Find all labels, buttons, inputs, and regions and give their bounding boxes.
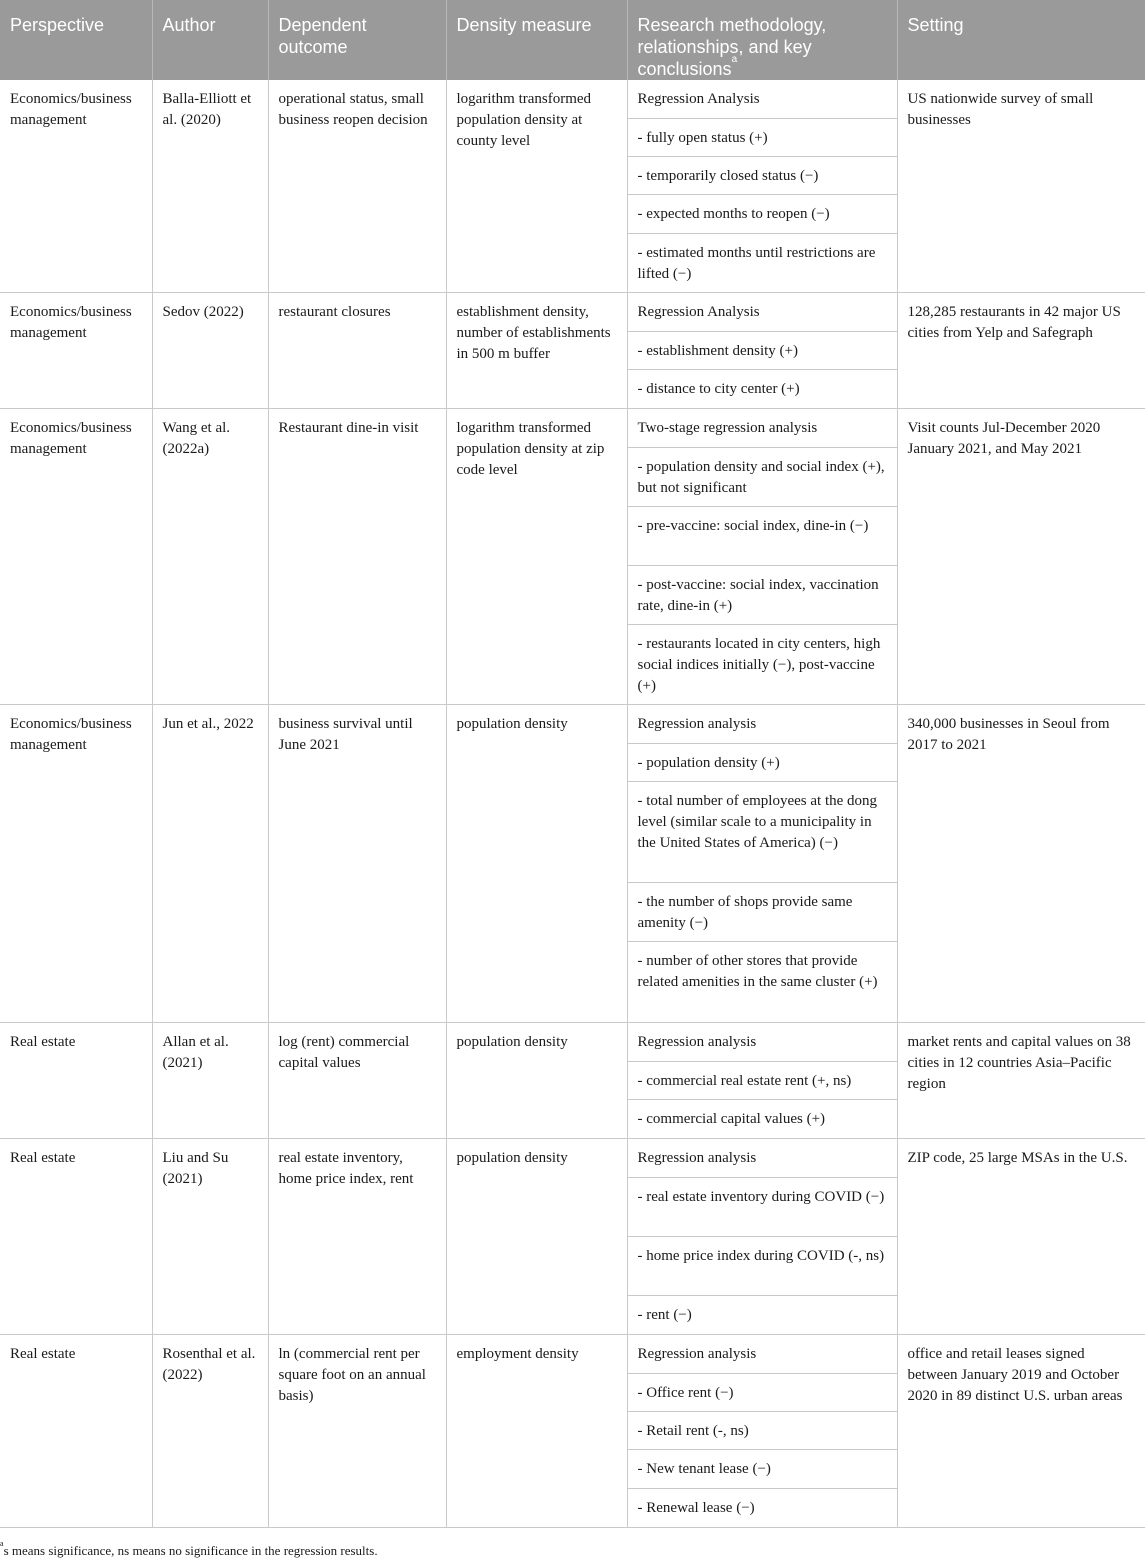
table-row <box>0 1139 1145 1335</box>
cell-author: Rosenthal et al. (2022) <box>152 1335 268 1528</box>
footnote-text: s means significance, ns means no significance in the regression results. <box>3 1543 378 1558</box>
cell-methods <box>627 1023 897 1139</box>
cell-methods <box>627 80 897 293</box>
header-methodology <box>627 0 897 80</box>
cell-density: population density <box>446 1023 627 1139</box>
method-item: Regression Analysis <box>628 80 897 119</box>
table-row <box>0 1335 1145 1528</box>
table-row <box>0 293 1145 409</box>
method-item: - establishment density (+) <box>628 332 897 370</box>
header-perspective: Perspective <box>0 0 152 80</box>
cell-outcome: log (rent) commercial capital values <box>268 1023 446 1139</box>
cell-perspective: Real estate <box>0 1335 152 1528</box>
header-setting: Setting <box>897 0 1145 80</box>
cell-setting: 128,285 restaurants in 42 major US cities from Yelp and Safegraph <box>897 293 1145 409</box>
cell-setting: ZIP code, 25 large MSAs in the U.S. <box>897 1139 1145 1335</box>
header-author: Author <box>152 0 268 80</box>
method-item: - estimated months until restrictions are lifted (−) <box>637 245 876 282</box>
cell-outcome: business survival until June 2021 <box>268 705 446 1023</box>
header-footnote-marker: a <box>731 54 738 65</box>
cell-setting: 340,000 businesses in Seoul from 2017 to 2021 <box>897 705 1145 1023</box>
method-item: - the number of shops provide same amenity (−) <box>628 883 897 942</box>
method-item: - population density and social index (+), but not significant <box>628 448 897 507</box>
method-item: - number of other stores that provide related amenities in the same cluster (+) <box>637 953 878 990</box>
cell-perspective: Economics/business management <box>0 705 152 1023</box>
cell-perspective: Real estate <box>0 1139 152 1335</box>
cell-outcome: ln (commercial rent per square foot on an annual basis) <box>268 1335 446 1528</box>
method-item: - population density (+) <box>628 744 897 782</box>
method-item: - fully open status (+) <box>628 119 897 157</box>
cell-outcome: real estate inventory, home price index, rent <box>268 1139 446 1335</box>
table-row <box>0 409 1145 705</box>
cell-methods <box>627 705 897 1023</box>
cell-setting: Visit counts Jul-December 2020 January 2021, and May 2021 <box>897 409 1145 705</box>
cell-perspective: Economics/business management <box>0 409 152 705</box>
method-item: - commercial real estate rent (+, ns) <box>628 1062 897 1100</box>
cell-author: Jun et al., 2022 <box>152 705 268 1023</box>
cell-density: population density <box>446 705 627 1023</box>
cell-density: employment density <box>446 1335 627 1528</box>
method-item: - Retail rent (-, ns) <box>628 1412 897 1450</box>
cell-density: establishment density, number of establishments in 500 m buffer <box>446 293 627 409</box>
method-item: - Office rent (−) <box>628 1374 897 1412</box>
header-row <box>0 0 1145 80</box>
cell-outcome: restaurant closures <box>268 293 446 409</box>
method-item: - home price index during COVID (-, ns) <box>628 1237 897 1296</box>
method-item: Two-stage regression analysis <box>628 409 897 448</box>
cell-author: Balla-Elliott et al. (2020) <box>152 80 268 293</box>
method-item: Regression Analysis <box>628 293 897 332</box>
method-item: - expected months to reopen (−) <box>628 195 897 234</box>
cell-setting: US nationwide survey of small businesses <box>897 80 1145 293</box>
cell-author: Allan et al. (2021) <box>152 1023 268 1139</box>
cell-author: Wang et al. (2022a) <box>152 409 268 705</box>
cell-methods <box>627 409 897 705</box>
method-item: - distance to city center (+) <box>637 381 800 397</box>
cell-perspective: Economics/business management <box>0 80 152 293</box>
cell-methods <box>627 1139 897 1335</box>
header-density-measure: Density measure <box>446 0 627 80</box>
method-item: - real estate inventory during COVID (−) <box>628 1178 897 1237</box>
method-item: - New tenant lease (−) <box>628 1450 897 1489</box>
method-item: Regression analysis <box>628 1335 897 1374</box>
table-row <box>0 80 1145 293</box>
method-item: Regression analysis <box>628 1139 897 1178</box>
method-item: - post-vaccine: social index, vaccination rate, dine-in (+) <box>628 566 897 625</box>
cell-setting: market rents and capital values on 38 cities in 12 countries Asia–Pacific region <box>897 1023 1145 1139</box>
cell-density: logarithm transformed population density at zip code level <box>446 409 627 705</box>
method-item: - rent (−) <box>637 1307 692 1323</box>
cell-perspective: Real estate <box>0 1023 152 1139</box>
cell-perspective: Economics/business management <box>0 293 152 409</box>
cell-outcome: Restaurant dine-in visit <box>268 409 446 705</box>
method-item: - restaurants located in city centers, high social indices initially (−), post-vaccine (+) <box>637 636 881 694</box>
method-item: - total number of employees at the dong level (similar scale to a municipality in the United States of America) (−) <box>628 782 897 883</box>
method-item: - temporarily closed status (−) <box>628 157 897 195</box>
method-item: - commercial capital values (+) <box>637 1111 826 1127</box>
header-methodology-label: Research methodology, relationships, and key conclusions <box>637 15 827 79</box>
cell-setting: office and retail leases signed between January 2019 and October 2020 in 89 distinct U.S. urban areas <box>897 1335 1145 1528</box>
cell-density: logarithm transformed population density at county level <box>446 80 627 293</box>
table-footnote <box>0 1538 378 1559</box>
cell-methods <box>627 1335 897 1528</box>
cell-author: Liu and Su (2021) <box>152 1139 268 1335</box>
header-dependent-outcome: Dependent outcome <box>268 0 446 80</box>
table-row <box>0 705 1145 1023</box>
method-item: Regression analysis <box>628 705 897 744</box>
cell-outcome: operational status, small business reopen decision <box>268 80 446 293</box>
method-item: Regression analysis <box>628 1023 897 1062</box>
method-item: - pre-vaccine: social index, dine-in (−) <box>628 507 897 566</box>
cell-methods <box>627 293 897 409</box>
method-item: - Renewal lease (−) <box>637 1500 755 1516</box>
cell-density: population density <box>446 1139 627 1335</box>
footnote-marker: a <box>0 1538 4 1548</box>
cell-author: Sedov (2022) <box>152 293 268 409</box>
table-row <box>0 1023 1145 1139</box>
